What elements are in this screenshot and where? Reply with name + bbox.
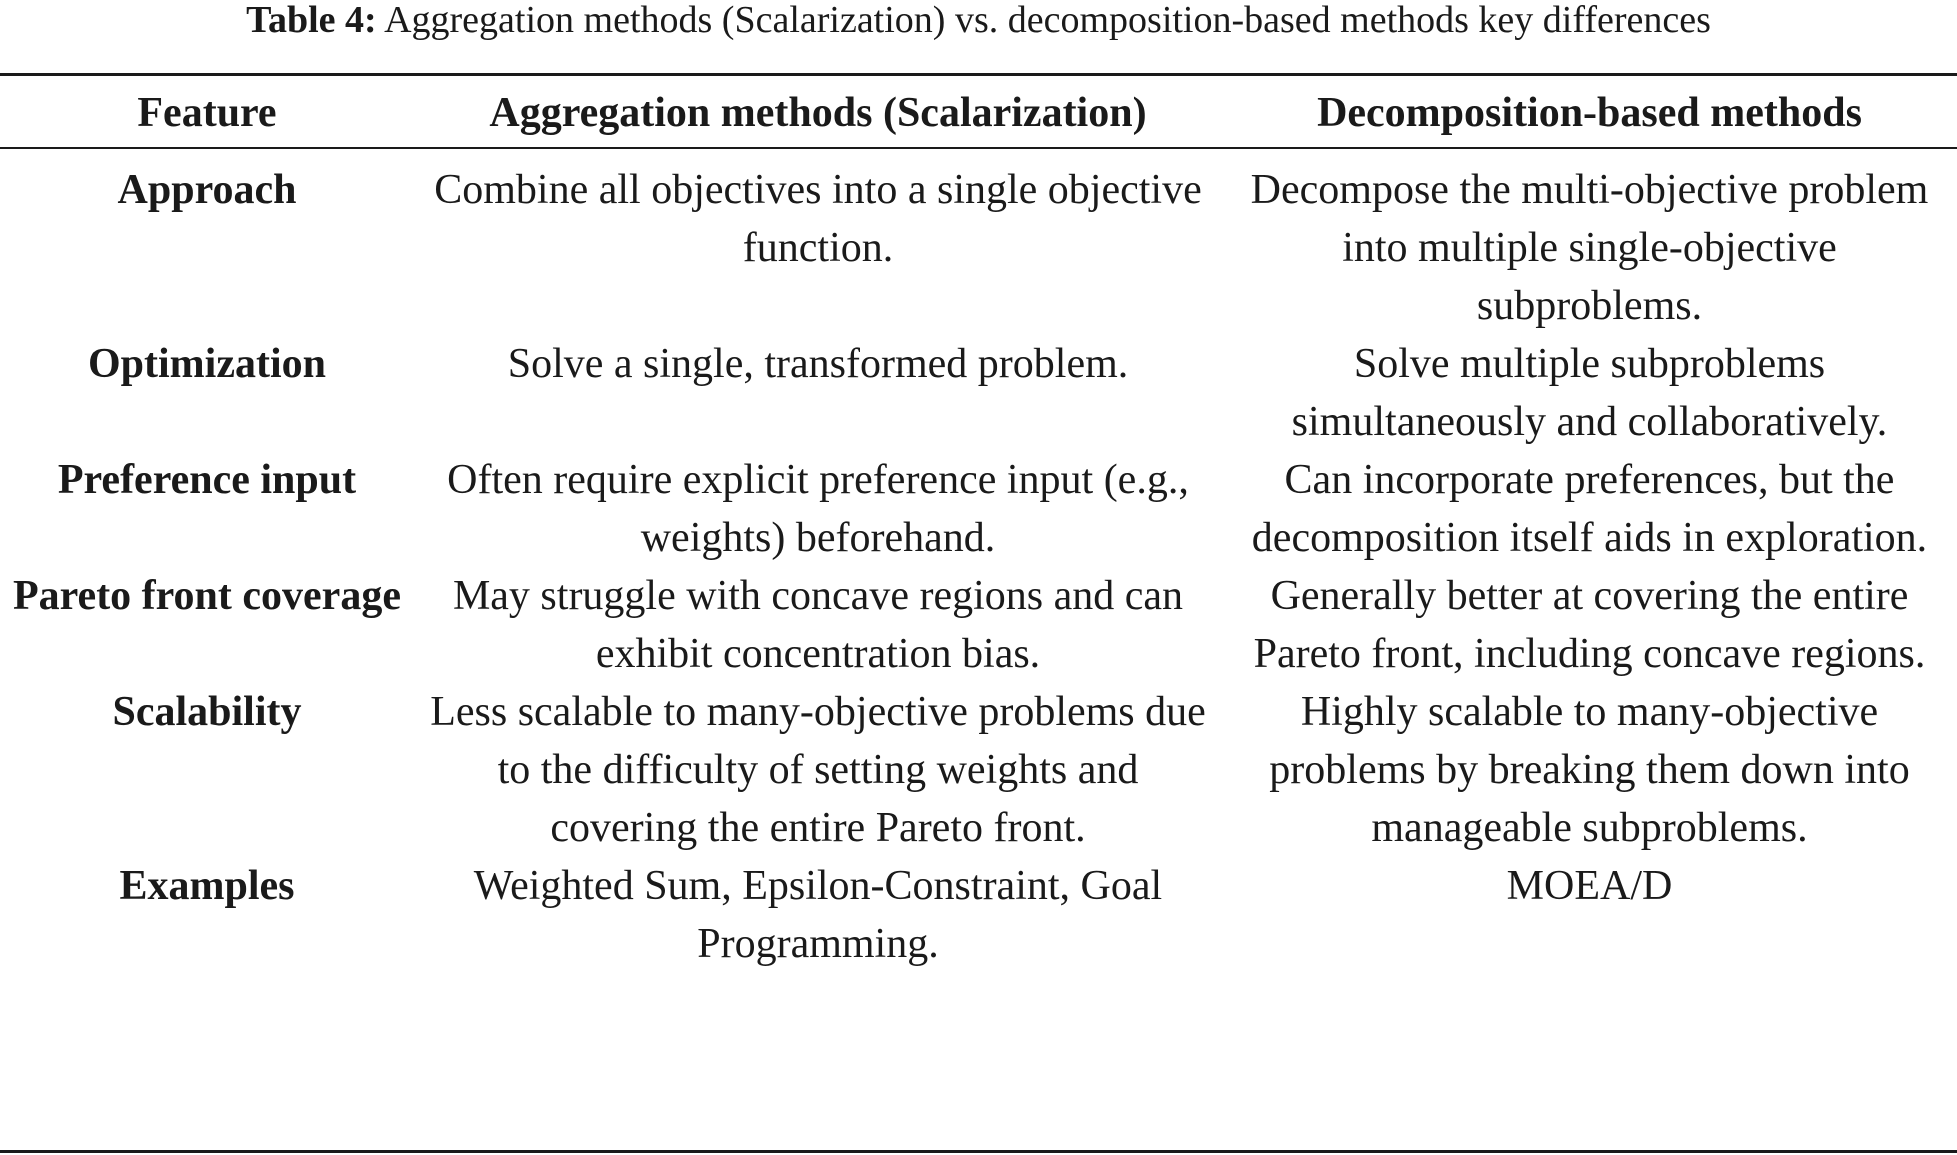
row-aggregation: Often require explicit preference input (e.g., weights) beforehand.	[447, 457, 1189, 561]
row-decomposition: Generally better at covering the entire Pareto front, including concave regions.	[1253, 573, 1926, 677]
table-caption-label: Table 4:	[246, 0, 377, 41]
header-aggregation: Aggregation methods (Scalarization)	[489, 90, 1147, 136]
row-decomposition: MOEA/D	[1506, 863, 1673, 909]
row-aggregation: May struggle with concave regions and can exhibit concentration bias.	[452, 573, 1184, 677]
table-row-examples	[0, 857, 1957, 973]
comparison-table	[0, 84, 1957, 973]
row-aggregation: Combine all objectives into a single objective function.	[434, 167, 1202, 271]
table-caption-text: Aggregation methods (Scalarization) vs. decomposition-based methods key differences	[384, 0, 1711, 41]
table-row-approach	[0, 161, 1957, 335]
row-feature: Pareto front coverage	[13, 573, 401, 619]
row-feature: Scalability	[112, 689, 302, 735]
table-bottom-rule	[0, 1150, 1957, 1153]
header-decomposition: Decomposition-based methods	[1317, 90, 1862, 136]
row-aggregation: Weighted Sum, Epsilon-Constraint, Goal Programming.	[473, 863, 1163, 967]
row-aggregation: Solve a single, transformed problem.	[507, 341, 1129, 387]
row-decomposition: Solve multiple subproblems simultaneously and collaboratively.	[1291, 341, 1888, 445]
row-aggregation: Less scalable to many-objective problems due to the difficulty of setting weights and covering the entire Pareto front.	[430, 689, 1206, 851]
table-row-preference-input	[0, 451, 1957, 567]
row-feature: Preference input	[57, 457, 357, 503]
table-header-row	[0, 84, 1957, 147]
row-feature: Approach	[117, 167, 297, 213]
table-caption	[0, 0, 1957, 40]
table-row-pareto-front-coverage	[0, 567, 1957, 683]
table-top-rule	[0, 73, 1957, 76]
row-decomposition: Can incorporate preferences, but the decomposition itself aids in exploration.	[1251, 457, 1928, 561]
row-feature: Examples	[119, 863, 295, 909]
row-decomposition: Highly scalable to many-objective problems by breaking them down into manageable subproblems.	[1269, 689, 1910, 851]
table-row-optimization	[0, 335, 1957, 451]
table-row-scalability	[0, 683, 1957, 857]
row-feature: Optimization	[88, 341, 326, 387]
row-decomposition: Decompose the multi-objective problem into multiple single-objective subproblems.	[1250, 167, 1929, 329]
header-feature: Feature	[137, 90, 277, 136]
